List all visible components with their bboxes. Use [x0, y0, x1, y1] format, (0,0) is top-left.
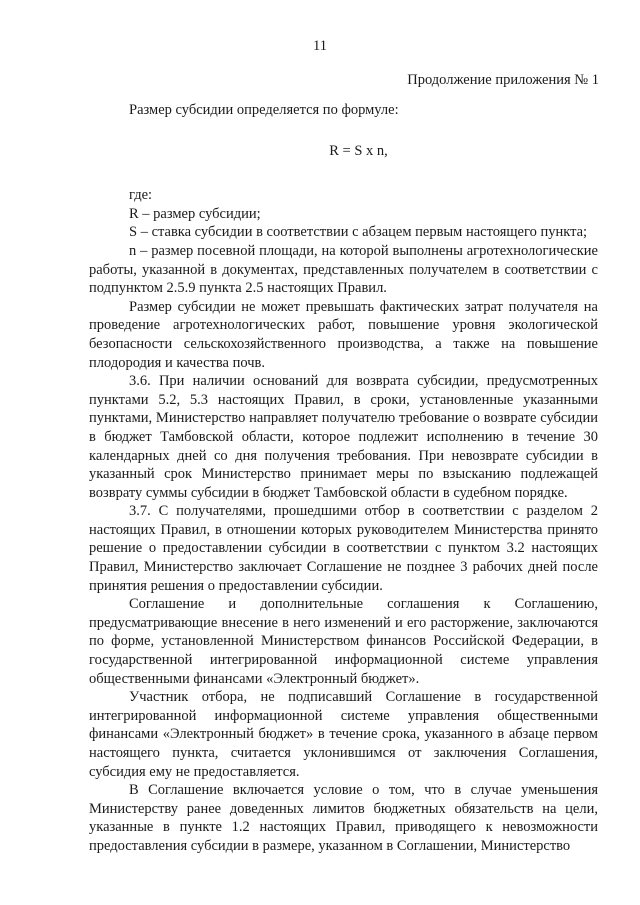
definition-r: R – размер субсидии;	[129, 205, 261, 222]
paragraph-limit: Размер субсидии не может превышать фактических затрат получателя на проведение агротехнологических работ, повышение уровня экологической безопасности сельскохозяйственного производства, а также на повышение плодородия и качества почв.	[89, 298, 598, 371]
document-body	[89, 101, 598, 856]
paragraph-participant: Участник отбора, не подписавший Соглашение в государственной интегрированной информационной системе управления общественными финансами «Электронный бюджет» в течение срока, указанного в абзаце первом настоящего пункта, считается уклонившимся от заключения Соглашения, субсидия ему не предоставляется.	[89, 689, 598, 780]
page-number: 11	[313, 38, 327, 54]
formula: R = S x n,	[329, 142, 388, 159]
paragraph-3-7: 3.7. С получателями, прошедшими отбор в соответствии с разделом 2 настоящих Правил, в отношении которых руководителем Министерства принято решение о предоставлении субсидии в соответствии с пунктом 3.2 настоящих Правил, Министерство заключает Соглашение не позднее 3 рабочих дней после принятия решения о предоставлении субсидии.	[89, 503, 598, 594]
intro-paragraph: Размер субсидии определяется по формуле:	[129, 102, 399, 118]
definition-n: n – размер посевной площади, на которой выполнены агротехнологические работы, указанной в документах, представленных получателем в соответствии с подпунктом 2.5.9 пункта 2.5 настоящих Правил.	[89, 242, 598, 297]
appendix-heading: Продолжение приложения № 1	[407, 72, 599, 88]
where-label: где:	[129, 187, 153, 204]
paragraph-include: В Соглашение включается условие о том, что в случае уменьшения Министерству ранее доведенных лимитов бюджетных обязательств на цели, указанные в пункте 1.2 настоящих Правил, приводящего к невозможности предоставления субсидии в размере, указанном в Соглашении, Министерство	[89, 782, 598, 854]
paragraph-agreement: Соглашение и дополнительные соглашения к Соглашению, предусматривающие внесение в него изменений и его расторжение, заключаются по форме, установленной Министерством финансов Российской Федерации, в государственной интегрированной информационной системе управления общественными финансами «Электронный бюджет».	[89, 596, 598, 687]
definition-s: S – ставка субсидии в соответствии с абзацем первым настоящего пункта;	[129, 224, 588, 241]
paragraph-3-6: 3.6. При наличии оснований для возврата субсидии, предусмотренных пунктами 5.2, 5.3 настоящих Правил, в сроки, установленные указанными пунктами, Министерство направляет получателю требование о возврате субсидии в бюджет Тамбовской области, которое подлежит исполнению в течение 30 календарных дней со дня получения требования. При невозврате субсидии в указанный срок Министерство принимает меры по взысканию подлежащей возврату суммы субсидии в бюджет Тамбовской области в судебном порядке.	[89, 373, 598, 501]
